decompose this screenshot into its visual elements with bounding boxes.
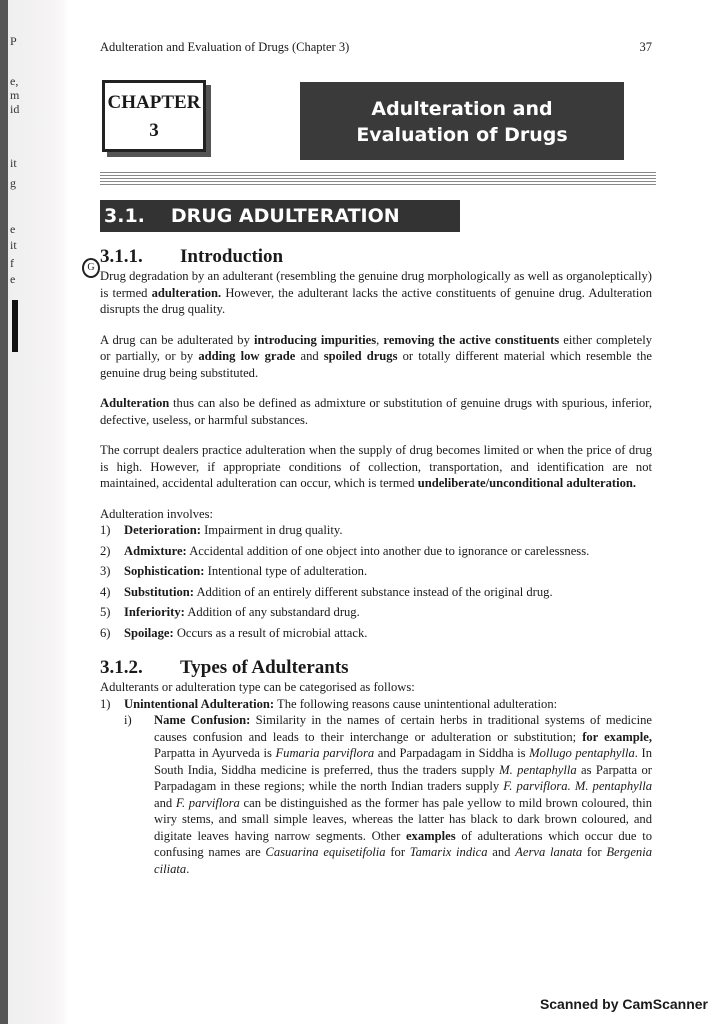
- involves-list: [100, 522, 652, 641]
- paragraph: [100, 332, 652, 382]
- text-run-group: [124, 605, 360, 619]
- scanner-watermark: Scanned by CamScanner: [539, 996, 708, 1012]
- text-run: Addition of any substandard drug.: [184, 605, 360, 619]
- list-item: [100, 584, 652, 601]
- text-run-group: [124, 523, 342, 537]
- text-run: However, the adulterant lacks the active constituents of genuine drug. Adulteration disrupts the drug quality.: [100, 285, 652, 316]
- bold-text: Unintentional Adulteration:: [124, 696, 275, 711]
- list-number: 5): [100, 605, 111, 619]
- list-intro: Adulteration involves:: [100, 506, 213, 521]
- italic-text: M. pentaphylla: [499, 762, 577, 777]
- running-title: Adulteration and Evaluation of Drugs (Chapter 3): [100, 40, 350, 54]
- list-number: 1): [100, 696, 111, 711]
- text-run: Intentional type of adulteration.: [204, 564, 368, 578]
- text-run: Impairment in drug quality.: [200, 523, 343, 537]
- bold-text: adding low grade: [198, 349, 296, 363]
- text-run: Parpatta in Ayurveda is: [154, 746, 276, 760]
- chapter-title-box: [300, 82, 624, 160]
- bold-text: Adulteration: [100, 396, 170, 410]
- text-run-group: [100, 333, 652, 380]
- text-run-group: [124, 585, 553, 599]
- edge-fragment: e: [10, 272, 16, 286]
- chapter-label: CHAPTER: [107, 92, 201, 113]
- text-run: can be distinguished as the former has pale yellow to mild brown coloured, thin wiry stems, and small simple leaves, whereas the latter has black to dark brown coloured, and digitate leaves having narrow segments. Other: [154, 795, 652, 843]
- list-number: 3): [100, 564, 111, 578]
- text-run: Occurs as a result of microbial attack.: [173, 625, 368, 640]
- list-number: i): [124, 713, 132, 727]
- bold-text: for example,: [582, 729, 653, 744]
- text-run: .: [186, 861, 190, 876]
- italic-text: Mollugo pentaphylla: [529, 746, 635, 760]
- bold-text: Admixture:: [124, 543, 187, 558]
- text-run: and: [295, 349, 324, 363]
- text-run: either completely or partially, or by: [100, 332, 653, 363]
- bold-text: Spoilage:: [124, 625, 174, 640]
- text-run: Addition of an entirely different substance instead of the original drug.: [194, 584, 553, 599]
- italic-text: F. parviflora. M. pentaphylla: [503, 779, 653, 793]
- page-number: 37: [639, 40, 652, 54]
- types-list: [100, 696, 652, 713]
- bold-text: undeliberate/unconditional adulteration.: [417, 476, 637, 490]
- list-number: 2): [100, 543, 111, 558]
- italic-text: Casuarina equisetifolia: [265, 845, 386, 859]
- subsection-heading-introduction: [100, 246, 652, 268]
- bold-text: Inferiority:: [124, 605, 185, 619]
- bold-text: spoiled drugs: [323, 349, 398, 363]
- paragraph: [100, 442, 652, 492]
- body-text: [87, 246, 653, 881]
- section-title: DRUG ADULTERATION: [170, 205, 400, 227]
- list-item: [124, 712, 652, 877]
- types-sublist: [124, 712, 652, 877]
- list-text: [124, 522, 342, 539]
- list-item: [100, 543, 652, 560]
- list-text: [124, 604, 360, 621]
- text-run: and Parpadagam in Siddha is: [374, 746, 530, 760]
- text-run-group: [124, 697, 557, 711]
- edge-fragment: id: [10, 102, 20, 116]
- text-run: of adulterations which occur due to confusing names are: [154, 828, 652, 859]
- list-item: [100, 625, 652, 642]
- subsection-title: Types of Adulterants: [180, 657, 349, 678]
- list-text: [124, 543, 589, 560]
- edge-fragment: P: [10, 34, 17, 48]
- text-run-group: [100, 443, 652, 490]
- text-run: as Parpatta or Parpadagam in these regions; while the north Indian traders supply: [154, 762, 652, 793]
- text-run: ,: [376, 332, 384, 347]
- list-item: [100, 522, 652, 539]
- italic-text: Aerva lanata: [515, 845, 583, 859]
- text-run: A drug can be adulterated by: [100, 332, 255, 347]
- text-run: for: [582, 845, 607, 859]
- list-text: [124, 696, 557, 713]
- text-run-group: [124, 564, 367, 578]
- text-run: . In South India, Siddha medicine is preferred, thus the traders supply: [154, 746, 652, 777]
- bold-text: examples: [405, 828, 456, 843]
- edge-fragment: it: [10, 238, 17, 252]
- text-run-group: [100, 269, 652, 316]
- italic-text: Bergenia ciliata: [154, 845, 653, 876]
- text-run: or totally different material which resemble the genuine drug being substituted.: [100, 349, 652, 380]
- edge-fragment: it: [10, 156, 17, 170]
- text-run-group: [124, 626, 367, 640]
- edge-fragment: g: [10, 176, 16, 190]
- list-text: [154, 712, 652, 877]
- text-run: The following reasons cause unintentional adulteration:: [274, 696, 558, 711]
- chapter-box: [102, 80, 206, 152]
- text-run: The corrupt dealers practice adulteration when the supply of drug becomes limited or when the price of drug is high. However, if appropriate conditions of collection, transportation, and identification are not maintained, accidental adulteration can occur, which is termed: [100, 443, 652, 490]
- subsection-title: Introduction: [180, 246, 284, 267]
- running-header: [100, 40, 652, 55]
- edge-fragment: f: [10, 256, 14, 270]
- bold-text: adulteration.: [151, 285, 222, 300]
- subsection-heading-types: [100, 657, 652, 679]
- margin-mark: [12, 300, 18, 352]
- scan-edge-shadow: [0, 0, 8, 1024]
- paragraph: [100, 395, 652, 428]
- list-item: [100, 563, 652, 580]
- text-run-group: [100, 396, 652, 427]
- list-text: [124, 625, 367, 642]
- edge-fragment: e,: [10, 74, 19, 88]
- list-number: 1): [100, 523, 111, 537]
- bold-text: Name Confusion:: [154, 713, 251, 727]
- bold-text: Deterioration:: [124, 523, 201, 537]
- bold-text: Substitution:: [124, 584, 194, 599]
- types-lead: Adulterants or adulteration type can be categorised as follows:: [100, 680, 415, 694]
- text-run: Similarity in the names of certain herbs in traditional systems of medicine causes confusion and leads to their interchange or adulteration or substitution;: [154, 713, 653, 744]
- italic-text: F. parviflora: [175, 795, 240, 810]
- chapter-title-line2: Evaluation of Drugs: [356, 124, 568, 146]
- scan-edge: [0, 0, 68, 1024]
- text-run-group: [154, 713, 652, 876]
- section-heading: [100, 200, 460, 232]
- section-number: 3.1.: [104, 205, 145, 227]
- text-run-group: [124, 544, 589, 558]
- text-run: Drug degradation by an adulterant (resembling the genuine drug morphologically as well as organoleptically) is termed: [100, 269, 652, 300]
- list-text: [124, 584, 553, 601]
- text-run: Accidental addition of one object into another due to ignorance or carelessness.: [186, 543, 590, 558]
- list-text: [124, 563, 367, 580]
- text-run: thus can also be defined as admixture or substitution of genuine drugs with spurious, inferior, defective, useless, or harmful substances.: [100, 396, 652, 427]
- list-item: [100, 696, 652, 713]
- edge-fragment: m: [10, 88, 20, 102]
- list-item: [100, 604, 652, 621]
- subsection-number: 3.1.2.: [100, 657, 143, 678]
- text-run: and: [487, 845, 516, 859]
- bold-text: introducing impurities: [254, 332, 377, 347]
- italic-text: Fumaria parviflora: [275, 746, 375, 760]
- paragraph: [100, 268, 652, 318]
- text-run: for: [385, 845, 410, 859]
- subsection-number: 3.1.1.: [100, 246, 143, 267]
- decorative-rule: [100, 172, 656, 186]
- edge-fragment: e: [10, 222, 16, 236]
- italic-text: Tamarix indica: [409, 845, 488, 859]
- bold-text: Sophistication:: [124, 564, 205, 578]
- margin-mark-circle: G: [82, 258, 100, 278]
- text-run: and: [154, 795, 176, 810]
- list-number: 6): [100, 625, 111, 640]
- list-number: 4): [100, 584, 111, 599]
- chapter-number: 3: [149, 120, 159, 141]
- chapter-title-line1: Adulteration and: [371, 98, 553, 120]
- bold-text: removing the active constituents: [383, 332, 560, 347]
